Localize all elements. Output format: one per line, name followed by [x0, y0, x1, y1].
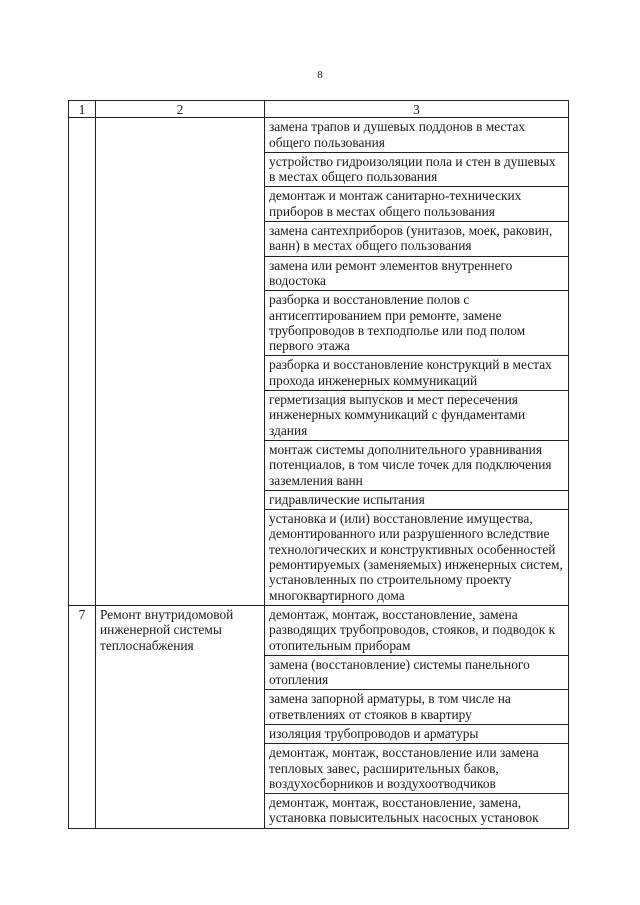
works-table: [68, 100, 569, 829]
work-item: изоляция трубопроводов и арматуры: [265, 724, 569, 743]
section-title: Ремонт внутридомовой инженерной системы теплоснабжения: [96, 605, 265, 828]
work-item: демонтаж и монтаж санитарно-технических приборов в местах общего пользования: [265, 187, 569, 222]
work-item: монтаж системы дополнительного уравнивания потенциалов, в том числе точек для подключения заземления ванн: [265, 440, 569, 490]
work-item: демонтаж, монтаж, восстановление, замена разводящих трубопроводов, стояков, и подводок к отопительным приборам: [265, 605, 569, 655]
header-col-1: 1: [69, 101, 96, 118]
table-row: [69, 605, 569, 655]
work-item: замена (восстановление) системы панельного отопления: [265, 655, 569, 690]
work-item: замена сантехприборов (унитазов, моек, раковин, ванн) в местах общего пользования: [265, 222, 569, 257]
header-col-2: 2: [96, 101, 265, 118]
continuation-title-cell: [96, 118, 265, 606]
work-item: установка и (или) восстановление имущества, демонтированного или разрушенного вследствие технологических и конструктивных особенностей ремонтируемых (заменяемых) инженерных систем, установленных по строительному проекту многоквартирного дома: [265, 510, 569, 606]
work-item: устройство гидроизоляции пола и стен в душевых в местах общего пользования: [265, 152, 569, 187]
work-item: разборка и восстановление конструкций в местах прохода инженерных коммуникаций: [265, 356, 569, 391]
work-item: замена запорной арматуры, в том числе на ответвлениях от стояков в квартиру: [265, 690, 569, 725]
work-item: герметизация выпусков и мест пересечения инженерных коммуникаций с фундаментами здания: [265, 391, 569, 441]
continuation-number-cell: [69, 118, 96, 606]
work-item: демонтаж, монтаж, восстановление, замена, установка повысительных насосных установок: [265, 794, 569, 829]
work-item: гидравлические испытания: [265, 490, 569, 509]
work-item: разборка и восстановление полов с антисептированием при ремонте, замене трубопроводов в техподполье или под полом первого этажа: [265, 291, 569, 356]
work-item: демонтаж, монтаж, восстановление или замена тепловых завес, расширительных баков, воздухосборников и воздухоотводчиков: [265, 744, 569, 794]
section-number: 7: [69, 605, 96, 828]
page-number: 8: [317, 69, 323, 81]
header-col-3: 3: [265, 101, 569, 118]
work-item: замена трапов и душевых поддонов в местах общего пользования: [265, 118, 569, 153]
table-row: [69, 118, 569, 153]
table-header-row: [69, 101, 569, 118]
work-item: замена или ремонт элементов внутреннего водостока: [265, 256, 569, 291]
